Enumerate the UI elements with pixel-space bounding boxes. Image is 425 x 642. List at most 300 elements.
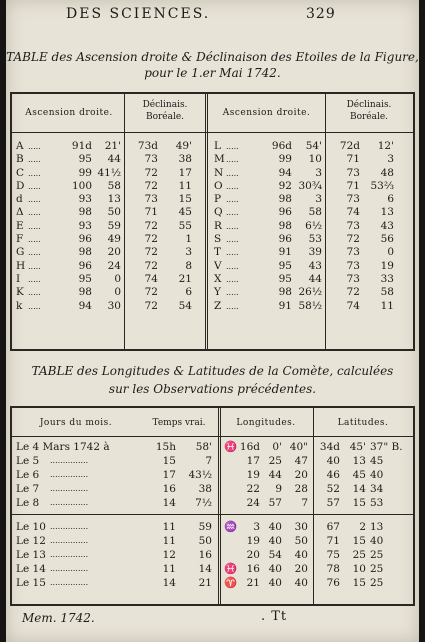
star-label: N bbox=[214, 166, 224, 179]
lon-s-col bbox=[284, 440, 308, 510]
cell: 20 bbox=[107, 246, 121, 259]
cell: 3 bbox=[387, 153, 394, 166]
cell: 11 bbox=[162, 521, 176, 533]
leader-dots: ..... bbox=[28, 248, 41, 258]
star-label: M bbox=[214, 153, 225, 166]
star-label: H bbox=[16, 259, 26, 272]
cell: 73 bbox=[346, 272, 360, 285]
cell: 43 bbox=[308, 259, 322, 272]
cell: 26½ bbox=[298, 286, 322, 299]
cell: 20 bbox=[294, 563, 308, 575]
cell: 25 bbox=[268, 455, 282, 467]
cell: 49' bbox=[175, 140, 192, 152]
cell: 71 bbox=[346, 153, 360, 166]
cell: 13 bbox=[352, 455, 366, 467]
cell: 99 bbox=[278, 153, 292, 166]
cell: 72 bbox=[144, 286, 158, 299]
cell: 72 bbox=[144, 166, 158, 179]
cell: 3 bbox=[185, 246, 192, 259]
cell: 72 bbox=[144, 299, 158, 312]
cell: 14 bbox=[352, 483, 366, 495]
cell: 52 bbox=[326, 483, 340, 495]
cell: 95 bbox=[78, 272, 92, 285]
cell: Le 8 bbox=[16, 497, 40, 509]
leader-dots: ..... bbox=[28, 288, 41, 298]
cell: 40 bbox=[326, 455, 340, 467]
star-label: I bbox=[16, 272, 21, 285]
cell: 7 bbox=[205, 455, 212, 467]
star-label: B bbox=[16, 153, 24, 166]
right-asc-min-col bbox=[294, 140, 322, 313]
cell: 78 bbox=[326, 563, 340, 575]
leader-dots: ..... bbox=[28, 274, 41, 284]
cell: 73d bbox=[137, 140, 158, 152]
right-star-col bbox=[214, 140, 226, 313]
header-temps: Temps vrai. bbox=[152, 418, 206, 428]
left-dots-col bbox=[28, 140, 68, 313]
header-ascension-right: Ascension droite. bbox=[222, 108, 311, 118]
cell: 3 bbox=[253, 521, 260, 533]
left-dec-deg-col bbox=[130, 140, 158, 313]
leader-dots: ............... bbox=[50, 498, 89, 507]
cell: 38 bbox=[178, 153, 192, 166]
cell: 20 bbox=[294, 469, 308, 481]
cell: 1 bbox=[185, 233, 192, 246]
cell: 58' bbox=[195, 441, 212, 453]
cell: 71 bbox=[144, 206, 158, 219]
right-dec-min-col bbox=[364, 140, 394, 313]
lon-s-col bbox=[284, 520, 308, 590]
cell: 94 bbox=[78, 299, 92, 312]
cell: 11 bbox=[162, 535, 176, 547]
cell: 39 bbox=[308, 246, 322, 259]
cell: 71 bbox=[346, 179, 360, 192]
left-dec-min-col bbox=[162, 140, 192, 313]
star-label: E bbox=[16, 219, 24, 232]
cell: 17 bbox=[178, 166, 192, 179]
cell: 50 bbox=[294, 535, 308, 547]
running-title: DES SCIENCES. bbox=[66, 6, 211, 22]
table1-title: TABLE des Ascension droite & Déclinaison des Etoiles de la Figure, bbox=[6, 50, 419, 64]
cell: 33 bbox=[380, 272, 394, 285]
header-declinaison-right: Déclinais. bbox=[346, 100, 392, 110]
cell: 17 bbox=[246, 455, 260, 467]
cell: Le 15 bbox=[16, 577, 46, 589]
cell: 72 bbox=[346, 233, 360, 246]
lon-d-col bbox=[236, 440, 260, 510]
dots-col bbox=[50, 520, 158, 590]
cell: 56 bbox=[380, 233, 394, 246]
leader-dots: ..... bbox=[226, 142, 239, 151]
cell: 91 bbox=[278, 299, 292, 312]
cell: 98 bbox=[278, 219, 292, 232]
cell: 98 bbox=[278, 286, 292, 299]
leader-dots: ............... bbox=[50, 484, 89, 493]
cell: 37" B. bbox=[370, 441, 403, 453]
cell: Le 12 bbox=[16, 535, 46, 547]
cell: 93 bbox=[78, 193, 92, 206]
cell: 73 bbox=[346, 193, 360, 206]
cell: 48 bbox=[380, 166, 394, 179]
leader-dots: ..... bbox=[226, 221, 239, 231]
leader-dots: ..... bbox=[226, 261, 239, 271]
cell: 98 bbox=[78, 246, 92, 259]
cell: Le 4 Mars 1742 à bbox=[16, 441, 110, 453]
cell: 6½ bbox=[305, 219, 322, 232]
cell: 96 bbox=[278, 233, 292, 246]
cell: 2 bbox=[359, 521, 366, 533]
cell: 96 bbox=[278, 206, 292, 219]
left-asc-min-col bbox=[94, 140, 121, 313]
star-label: Δ bbox=[16, 206, 24, 219]
cell: 40 bbox=[370, 469, 384, 481]
cell: 13 bbox=[370, 521, 384, 533]
cell: 94 bbox=[278, 166, 292, 179]
cell: 15 bbox=[352, 497, 366, 509]
time-h-col bbox=[154, 440, 176, 510]
cell: 11 bbox=[178, 179, 192, 192]
leader-dots: ..... bbox=[28, 221, 41, 231]
cell: 25 bbox=[370, 577, 384, 589]
cell: 0' bbox=[272, 441, 282, 453]
cell: 15 bbox=[352, 535, 366, 547]
cell: 40 bbox=[294, 549, 308, 561]
cell: 59 bbox=[107, 219, 121, 232]
cell: 43½ bbox=[188, 469, 212, 481]
cell: 15 bbox=[162, 455, 176, 467]
star-label: D bbox=[16, 179, 25, 192]
pisces-icon: ♓ bbox=[224, 563, 238, 575]
cell: 54 bbox=[178, 299, 192, 312]
cell: 21 bbox=[198, 577, 212, 589]
time-m-col bbox=[180, 440, 212, 510]
table2-subtitle: sur les Observations précédentes. bbox=[108, 382, 317, 396]
leader-dots: ..... bbox=[226, 168, 239, 178]
cell: 73 bbox=[144, 153, 158, 166]
cell: 7½ bbox=[195, 497, 212, 509]
cell: 15 bbox=[178, 193, 192, 206]
cell: 73 bbox=[346, 166, 360, 179]
star-label: Z bbox=[214, 299, 222, 312]
cell: 59 bbox=[198, 521, 212, 533]
cell: 30¾ bbox=[298, 179, 322, 192]
aquarius-icon: ♒ bbox=[224, 521, 238, 533]
cell: 53 bbox=[308, 233, 322, 246]
cell: 50 bbox=[198, 535, 212, 547]
cell: 3 bbox=[315, 193, 322, 206]
cell: 14 bbox=[162, 577, 176, 589]
cell: 43 bbox=[380, 219, 394, 232]
star-label: Q bbox=[214, 206, 223, 219]
cell: 44 bbox=[107, 153, 121, 166]
cell: 45' bbox=[349, 441, 366, 453]
cell: 16d bbox=[239, 441, 260, 453]
cell: 12' bbox=[377, 140, 394, 152]
cell: 16 bbox=[246, 563, 260, 575]
cell: 10 bbox=[308, 153, 322, 166]
cell: 24 bbox=[246, 497, 260, 509]
cell: 28 bbox=[294, 483, 308, 495]
leader-dots: ..... bbox=[28, 142, 41, 151]
leader-dots: ..... bbox=[226, 288, 239, 298]
cell: 45 bbox=[370, 455, 384, 467]
star-label: k bbox=[16, 299, 23, 312]
cell: 21 bbox=[178, 272, 192, 285]
cell: 49 bbox=[107, 233, 121, 246]
cell: 96 bbox=[78, 233, 92, 246]
header-latitudes: Latitudes. bbox=[337, 418, 389, 428]
header-boreale-right: Boréale. bbox=[349, 112, 389, 122]
time-m-col bbox=[180, 520, 212, 590]
cell: 14 bbox=[162, 497, 176, 509]
star-label: S bbox=[214, 233, 222, 246]
cell: 6 bbox=[185, 286, 192, 299]
cell: 45 bbox=[352, 469, 366, 481]
leader-dots: ............... bbox=[50, 564, 89, 573]
star-label: F bbox=[16, 233, 24, 246]
cell: 45 bbox=[178, 206, 192, 219]
right-dec-deg-col bbox=[330, 140, 360, 313]
cell: 53⅔ bbox=[370, 179, 394, 192]
cell: Le 7 bbox=[16, 483, 40, 495]
cell: 25 bbox=[352, 549, 366, 561]
cell: 54' bbox=[305, 140, 322, 152]
leader-dots: ............... bbox=[50, 470, 89, 479]
header-declinaison-left: Déclinais. bbox=[142, 100, 188, 110]
time-h-col bbox=[154, 520, 176, 590]
left-asc-deg-col bbox=[66, 140, 92, 313]
cell: 40 bbox=[370, 535, 384, 547]
cell: 20 bbox=[246, 549, 260, 561]
cell: 58 bbox=[380, 286, 394, 299]
cell: 72 bbox=[144, 233, 158, 246]
cell: 58 bbox=[308, 206, 322, 219]
lat-s-col bbox=[370, 520, 410, 590]
cell: 99 bbox=[78, 166, 92, 179]
left-star-col bbox=[16, 140, 28, 313]
cell: 95 bbox=[78, 153, 92, 166]
cell: 54 bbox=[268, 549, 282, 561]
cell: Le 14 bbox=[16, 563, 46, 575]
cell: 72 bbox=[144, 219, 158, 232]
cell: 13 bbox=[380, 206, 394, 219]
leader-dots: ............... bbox=[50, 456, 89, 465]
cell: 25 bbox=[370, 549, 384, 561]
cell: 92 bbox=[278, 179, 292, 192]
cell: 13 bbox=[107, 193, 121, 206]
cell: 74 bbox=[346, 299, 360, 312]
star-label: d bbox=[16, 193, 23, 206]
lat-m-col bbox=[344, 520, 366, 590]
cell: 9 bbox=[275, 483, 282, 495]
cell: 57 bbox=[326, 497, 340, 509]
leader-dots: ..... bbox=[28, 208, 41, 218]
table2-title: TABLE des Longitudes & Latitudes de la Comète, calculées bbox=[31, 364, 394, 378]
comet-positions-table bbox=[10, 406, 415, 606]
cell: 58 bbox=[107, 179, 121, 192]
cell: 34 bbox=[370, 483, 384, 495]
leader-dots: ..... bbox=[28, 301, 41, 311]
cell: 47 bbox=[294, 455, 308, 467]
table1-title-date: pour le 1.er Mai 1742. bbox=[144, 66, 281, 80]
cell: 30 bbox=[294, 521, 308, 533]
leader-dots: ............... bbox=[50, 550, 89, 559]
header-jours: Jours du mois. bbox=[39, 418, 113, 428]
cell: 55 bbox=[178, 219, 192, 232]
cell: 91 bbox=[278, 246, 292, 259]
cell: 40 bbox=[268, 521, 282, 533]
cell: 19 bbox=[246, 469, 260, 481]
lon-m-col bbox=[264, 520, 282, 590]
cell: 40 bbox=[268, 563, 282, 575]
cell: 73 bbox=[144, 193, 158, 206]
cell: 7 bbox=[301, 497, 308, 509]
leader-dots: ..... bbox=[226, 155, 239, 165]
leader-dots: ..... bbox=[226, 301, 239, 311]
cell: 100 bbox=[71, 179, 92, 192]
lat-s-col bbox=[370, 440, 410, 510]
cell: 98 bbox=[278, 193, 292, 206]
cell: 91d bbox=[71, 140, 92, 152]
cell: 17 bbox=[162, 469, 176, 481]
cell: 0 bbox=[114, 286, 121, 299]
cell: 8 bbox=[185, 259, 192, 272]
cell: 12 bbox=[162, 549, 176, 561]
cell: 53 bbox=[370, 497, 384, 509]
cell: 10 bbox=[352, 563, 366, 575]
cell: 72 bbox=[144, 246, 158, 259]
cell: 30 bbox=[107, 299, 121, 312]
cell: 21' bbox=[104, 140, 121, 152]
cell: 3 bbox=[315, 166, 322, 179]
star-label: G bbox=[16, 246, 25, 259]
cell: 0 bbox=[114, 272, 121, 285]
header-ascension-left: Ascension droite. bbox=[25, 108, 113, 118]
star-label: R bbox=[214, 219, 222, 232]
star-label: L bbox=[214, 140, 221, 152]
leader-dots: ..... bbox=[28, 181, 41, 191]
leader-dots: ..... bbox=[226, 235, 239, 245]
cell: 46 bbox=[326, 469, 340, 481]
cell: 15h bbox=[155, 441, 176, 453]
cell: 16 bbox=[198, 549, 212, 561]
star-label: P bbox=[214, 193, 222, 206]
cell: 98 bbox=[78, 206, 92, 219]
cell: 73 bbox=[346, 246, 360, 259]
cell: Le 5 bbox=[16, 455, 40, 467]
leader-dots: ............... bbox=[50, 522, 89, 531]
star-label: V bbox=[214, 259, 222, 272]
cell: Le 10 bbox=[16, 521, 46, 533]
cell: 96d bbox=[271, 140, 292, 152]
cell: 38 bbox=[198, 483, 212, 495]
star-label: T bbox=[214, 246, 222, 259]
cell: 72 bbox=[144, 179, 158, 192]
cell: 50 bbox=[107, 206, 121, 219]
leader-dots: ............... bbox=[50, 536, 89, 545]
leader-dots: ..... bbox=[28, 261, 41, 271]
star-positions-table bbox=[10, 92, 415, 351]
cell: 72d bbox=[339, 140, 360, 152]
cell: Le 6 bbox=[16, 469, 40, 481]
star-label: Y bbox=[214, 286, 221, 299]
cell: 21 bbox=[246, 577, 260, 589]
star-label: K bbox=[16, 286, 24, 299]
cell: 73 bbox=[346, 219, 360, 232]
right-dots-col bbox=[226, 140, 266, 313]
right-asc-deg-col bbox=[264, 140, 292, 313]
cell: 98 bbox=[78, 286, 92, 299]
cell: 40" bbox=[289, 441, 308, 453]
cell: 19 bbox=[246, 535, 260, 547]
cell: 44 bbox=[308, 272, 322, 285]
cell: 74 bbox=[144, 272, 158, 285]
cell: 25 bbox=[370, 563, 384, 575]
pisces-icon: ♓ bbox=[224, 441, 238, 453]
cell: 24 bbox=[107, 259, 121, 272]
leader-dots: ..... bbox=[28, 235, 41, 245]
aries-icon: ♈ bbox=[224, 577, 238, 589]
leader-dots: ..... bbox=[226, 274, 239, 284]
cell: 0 bbox=[387, 246, 394, 259]
catchword: . Tt bbox=[261, 609, 288, 624]
cell: 58½ bbox=[298, 299, 322, 312]
cell: 95 bbox=[278, 272, 292, 285]
cell: 57 bbox=[268, 497, 282, 509]
cell: 95 bbox=[278, 259, 292, 272]
leader-dots: ............... bbox=[50, 578, 89, 587]
leader-dots: ..... bbox=[226, 181, 239, 191]
header-boreale-left: Boréale. bbox=[145, 112, 185, 122]
cell: 67 bbox=[326, 521, 340, 533]
header-longitudes: Longitudes. bbox=[236, 418, 296, 428]
cell: 96 bbox=[78, 259, 92, 272]
cell: 41½ bbox=[97, 166, 121, 179]
running-head bbox=[6, 4, 419, 26]
cell: 76 bbox=[326, 577, 340, 589]
dots-col bbox=[50, 440, 158, 510]
cell: 75 bbox=[326, 549, 340, 561]
cell: 73 bbox=[346, 259, 360, 272]
lon-m-col bbox=[264, 440, 282, 510]
leader-dots: ..... bbox=[28, 168, 41, 178]
cell: 11 bbox=[380, 299, 394, 312]
cell: 72 bbox=[346, 286, 360, 299]
cell: 93 bbox=[78, 219, 92, 232]
cell: 34d bbox=[319, 441, 340, 453]
lat-d-col bbox=[316, 520, 340, 590]
book-page bbox=[6, 0, 419, 642]
cell: 40 bbox=[294, 577, 308, 589]
cell: 72 bbox=[144, 259, 158, 272]
leader-dots: ..... bbox=[28, 195, 41, 205]
cell: 19 bbox=[380, 259, 394, 272]
cell: 74 bbox=[346, 206, 360, 219]
cell: 71 bbox=[326, 535, 340, 547]
leader-dots: ..... bbox=[28, 155, 41, 165]
cell: 15 bbox=[352, 577, 366, 589]
cell: 16 bbox=[162, 483, 176, 495]
page-number: 329 bbox=[306, 6, 336, 22]
cell: 44 bbox=[268, 469, 282, 481]
star-label: A bbox=[16, 140, 24, 152]
lon-d-col bbox=[236, 520, 260, 590]
cell: 40 bbox=[268, 535, 282, 547]
star-label: O bbox=[214, 179, 223, 192]
cell: 22 bbox=[246, 483, 260, 495]
cell: 40 bbox=[268, 577, 282, 589]
star-label: C bbox=[16, 166, 25, 179]
